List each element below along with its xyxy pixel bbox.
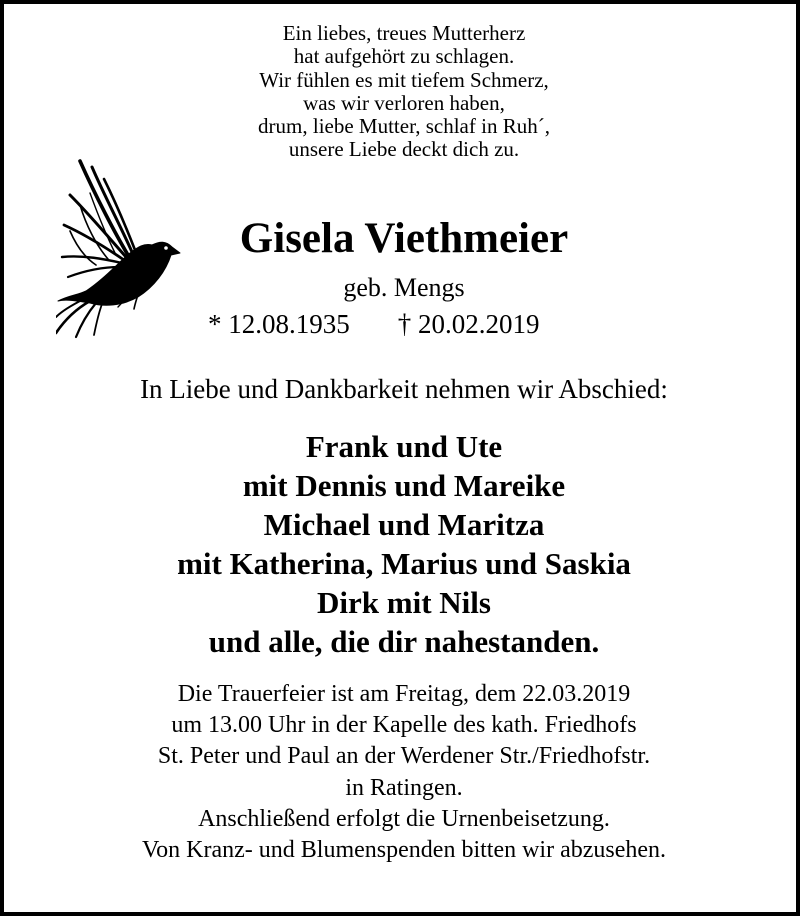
life-dates (208, 308, 540, 340)
mourner-line: und alle, die dir nahestanden. (208, 624, 600, 659)
poem-line: was wir verloren haben, (303, 90, 505, 115)
service-line: in Ratingen. (345, 774, 463, 801)
mourner-line: Frank und Ute (305, 429, 503, 464)
poem-line: Ein liebes, treues Mutterherz (282, 21, 526, 45)
service-details (24, 679, 784, 866)
death-date: † 20.02.2019 (397, 309, 540, 339)
service-line: Anschließend erfolgt die Urnenbeisetzung. (198, 805, 610, 832)
service-line: um 13.00 Uhr in der Kapelle des kath. Friedhofs (171, 712, 637, 739)
mourner-line: mit Katherina, Marius und Saskia (177, 546, 631, 581)
maiden-name: geb. Mengs (343, 273, 465, 302)
mourners-list (24, 427, 784, 661)
memorial-poem (154, 22, 654, 162)
service-line: St. Peter und Paul an der Werdener Str./Friedhofstr. (157, 743, 651, 770)
poem-line: Wir fühlen es mit tiefem Schmerz, (259, 67, 549, 92)
mourner-line: Dirk mit Nils (317, 585, 491, 620)
poem-line: hat aufgehört zu schlagen. (293, 44, 515, 69)
service-line: Von Kranz- und Blumenspenden bitten wir abzusehen. (141, 837, 667, 864)
mourner-line: Michael und Maritza (263, 507, 545, 542)
poem-line: drum, liebe Mutter, schlaf in Ruh´, (258, 114, 550, 139)
poem-line: unsere Liebe deckt dich zu. (288, 137, 520, 162)
deceased-name: Gisela Viethmeier (239, 215, 569, 262)
birth-date: * 12.08.1935 (208, 309, 350, 339)
farewell-line: In Liebe und Dankbarkeit nehmen wir Abschied: (140, 374, 668, 404)
service-line: Die Trauerfeier ist am Freitag, dem 22.03.2019 (177, 681, 631, 707)
mourner-line: mit Dennis und Mareike (242, 468, 566, 503)
